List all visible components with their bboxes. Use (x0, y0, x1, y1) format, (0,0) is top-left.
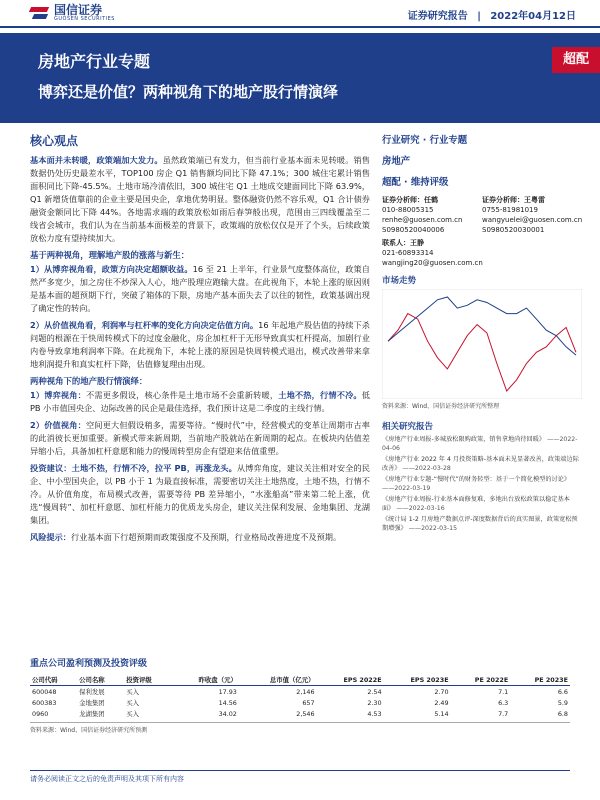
related-report-title: 《统计局 1-2 月房地产数据点评-深度数据背后的真实图景，政策宽松预期增强》 (382, 516, 578, 532)
game-evolution-bold: 土地不热，行情不冷。 (278, 390, 362, 400)
top-header (0, 0, 600, 28)
related-report-title: 《房地产行业周报-行业基本面修复难，多地出台放松政策以稳定基本面》 (382, 496, 570, 512)
table-cell: 5.9 (557, 698, 568, 707)
table-cell: 保利发展 (79, 688, 105, 696)
table-cell: 34.02 (218, 709, 237, 718)
analyst-license: S0980520040006 (382, 226, 445, 234)
table-cell: 2.54 (367, 687, 382, 696)
subhead-two-views: 基于两种视角，理解地产股的涨落与新生： (30, 250, 190, 260)
fundamentals-lead: 基本面并未转暖，政策端加大发力。 (30, 155, 163, 165)
related-report-item[interactable] (382, 515, 582, 533)
contact-role: 联系人：王静 (382, 239, 424, 247)
report-meta: 证券研究报告 | 2022年04月12日 (407, 11, 576, 22)
table-header-cell: 公司代码 (30, 674, 77, 686)
game-view-text: 16 至 21 上半年，行业景气度整体高位，政策自然严多宽少，加之房住不炒深入人心，地产股理应跑输大盘。在此视角下，本轮上涨的原因则是基本面的超预期下行，突破了箱体的下限，房地产基本面失去了以往的韧性，政策基调出现了确定性的转向。 (30, 264, 370, 313)
table-cell: 龙湖集团 (79, 710, 105, 718)
paragraph-risk (30, 531, 370, 544)
fundamentals-text: 虽然政策端已有发力，但当前行业基本面未见转暖。销售数据仍处历史最差水平，TOP100 房企 Q1 销售额均同比下降 47.1%；300 城住宅累计销售面积同比下降-45.5%。土地市场冷清依旧，300 城住宅 Q1 土地成交建面同比下降 63.9%，Q1 新增货值靠前的企业主要是国央企，拿地优势明显。整体融资仍然不容乐观，Q1 合计债券融资金额同比下降 44%。各地需求端的政策放松如雨后春笋般出现，范围由三四线覆盖至二线省会城市，我们认为在当前基本面极差的背景下，政策端的放松仅仅是开了个头，后续政策放松力度有望持续加大。 (30, 155, 370, 243)
value-evolution-lead: 2）价值视角： (30, 420, 86, 430)
contact-card (382, 238, 582, 268)
game-evolution-lead: 1）博弈视角： (30, 390, 87, 400)
forecast-table (30, 674, 570, 719)
table-cell: 2.49 (434, 698, 449, 707)
table-header-cell: EPS 2022E (317, 674, 384, 686)
analyst-role: 证券分析师：王粤雷 (482, 196, 545, 204)
related-report-date: ——2022-03-15 (406, 525, 458, 532)
table-cell: 6.6 (557, 687, 568, 696)
related-report-item[interactable] (382, 435, 582, 453)
report-category: 行业研究 · 行业专题 (382, 135, 468, 146)
table-cell: 600048 (32, 687, 57, 696)
related-report-date: ——2022-03-28 (400, 465, 451, 472)
table-cell: 6.8 (557, 709, 568, 718)
contact-phone: 021-60893314 (382, 249, 434, 257)
game-evolution-text1: 不需更多假设，核心条件是土地市场不会重新转暖， (86, 390, 279, 400)
title-banner (0, 33, 600, 123)
value-evolution-text: 空间更大但假设稍多，需要等待。“慢时代”中，经营模式的变革让周期市古率的此消彼长更加重要。新模式带来新周期，当前地产股就站在新周期的起点。在板块内估值差异缩小后，具备加杠杆意愿和能力的慢周转型房企有望迎来估值重塑。 (30, 420, 370, 456)
table-row (30, 708, 570, 719)
table-header-cell: PE 2023E (510, 674, 570, 686)
table-header-cell: EPS 2023E (384, 674, 451, 686)
analyst-grid (382, 195, 582, 235)
paragraph-value-evolution (30, 419, 370, 458)
analyst-email[interactable]: wangyuelei@guosen.com.cn (482, 216, 583, 224)
table-cell: 600383 (32, 698, 57, 707)
table-cell: 金地集团 (79, 699, 105, 707)
table-row (30, 697, 570, 708)
paragraph-game-view (30, 263, 370, 315)
table-cell: 6.3 (498, 698, 509, 707)
rating-badge: 超配 (552, 47, 600, 73)
analyst-phone: 010-88005315 (382, 206, 434, 214)
table-cell: 657 (302, 698, 315, 707)
sidebar (382, 132, 582, 535)
disclaimer-footer: 请务必阅读正文之后的免责声明及其项下所有内容 (30, 770, 570, 784)
logo-text: 国信证券 (54, 3, 103, 17)
table-body (30, 686, 570, 720)
forecast-table-section (30, 656, 570, 734)
paragraph-fundamentals (30, 154, 370, 245)
value-view-text: 16 年起地产股估值的持续下杀问题的根源在于快周转模式下的过度金融化，房企加杠杆于无形导致真实杠杆提高，加剧行业内卷导致拿地利润率下降。在此视角下，本轮上涨的原因是快周转模式退出，模式改善带来拿地利润提升和真实杠杆下降，估值修复理由出现。 (30, 320, 370, 369)
analyst-email[interactable]: renhe@guosen.com.cn (382, 216, 463, 224)
industry-rating: 超配 · 维持评级 (382, 177, 449, 188)
related-report-title: 《房地产行业专题-“慢时代”的财务转型：基于一个简化模型的讨论》 (382, 476, 571, 483)
table-cell: 7.7 (498, 709, 509, 718)
related-report-date: ——2022-03-19 (382, 485, 431, 492)
value-view-lead: 2）从价值视角看，利润率与杠杆率的变化方向决定估值方向。 (30, 320, 259, 330)
analyst-role: 证券分析师：任鹤 (382, 196, 438, 204)
market-trend-chart (382, 289, 582, 399)
paragraph-value-view (30, 319, 370, 371)
advice-text: 从博弈角度，建议关注相对安全的民企、中小型国央企，以 PB 小于 1 为最直接标准，需要密切关注土地热度，土地不热，行情不冷。从价值角度，布局模式改善，需要等待 PB 差异缩小，“水涨船高”带来第二轮上涨，优选“慢周转”、加杠杆意愿、加杠杆能力的优质龙头房企，建议关注保利发展、金地集团、龙湖集团。 (30, 463, 370, 525)
table-header-cell: 总市值（亿元） (239, 674, 317, 686)
table-source: 资料来源：Wind、国信证券经济研究所预测 (30, 722, 570, 734)
trend-chart-svg (382, 289, 582, 399)
risk-text: 行业基本面下行超预期而政策强度不及预期，行业格局改善进度不及预期。 (70, 532, 342, 542)
core-view-section (30, 132, 370, 548)
table-cell: 7.1 (498, 687, 509, 696)
table-cell: 0960 (32, 709, 49, 718)
related-title: 相关研究报告 (382, 422, 434, 432)
report-type: 证券研究报告 (407, 11, 468, 22)
table-cell: 4.53 (367, 709, 382, 718)
paragraph-game-evolution (30, 389, 370, 415)
table-header-cell: 公司名称 (77, 674, 124, 686)
table-header-row (30, 674, 570, 686)
chart-source: 资料来源：Wind、国信证券经济研究所整理 (382, 403, 500, 410)
related-report-title: 《房地产行业周报-多城放松限购政策，销售拿地尚待回暖》 (382, 436, 546, 443)
related-report-date: ——2022-04-06 (382, 436, 578, 452)
analyst-license: S0980520030001 (482, 226, 545, 234)
logo-subtext: GUOSEN SECURITIES (54, 16, 115, 22)
report-subtitle: 博弈还是价值？两种视角下的地产股行情演绎 (38, 83, 339, 101)
analyst-phone: 0755-81981019 (482, 206, 538, 214)
table-cell: 17.93 (218, 687, 237, 696)
report-date: 2022年04月12日 (490, 11, 576, 22)
analyst-card (382, 195, 482, 235)
table-cell: 2.30 (367, 698, 382, 707)
table-cell: 14.56 (218, 698, 237, 707)
table-cell: 买入 (126, 688, 140, 696)
table-cell: 2,546 (296, 709, 315, 718)
table-header-cell: PE 2022E (451, 674, 511, 686)
game-view-lead: 1）从博弈视角看，政策方向决定超额收益。 (30, 264, 193, 274)
industry-name: 房地产 (382, 156, 411, 167)
chart-title: 市场走势 (382, 276, 417, 286)
game-evolution-text2: 低 PB 小市值国央企、边际改善的民企是最佳选择，我们预计这是二季度的主线行情。 (30, 390, 370, 413)
table-cell: 买入 (126, 710, 140, 718)
table-cell: 2.70 (434, 687, 449, 696)
related-list (382, 435, 582, 533)
table-cell: 买入 (126, 699, 140, 707)
related-report-item[interactable] (382, 455, 582, 473)
related-report-date: ——2022-03-16 (394, 505, 445, 512)
table-header-cell: 投资评级 (124, 674, 171, 686)
table-row (30, 686, 570, 698)
related-report-title: 《房地产行业 2022 年 4 月投资策略-基本面未见显著改善，政策端边际改善》 (382, 456, 579, 472)
brand-logo (30, 4, 115, 22)
risk-lead: 风险提示： (30, 532, 71, 542)
contact-email[interactable]: wangjing20@guosen.com.cn (382, 259, 483, 267)
table-cell: 2,146 (296, 687, 315, 696)
table-header-cell: 昨收盘（元） (171, 674, 239, 686)
report-title: 房地产行业专题 (38, 52, 151, 71)
subhead-market-evolution: 两种视角下的地产股行情演绎： (30, 376, 148, 386)
analyst-card (482, 195, 582, 235)
table-cell: 5.14 (434, 709, 449, 718)
core-view-title: 核心观点 (30, 134, 79, 148)
table-title: 重点公司盈利预测及投资评级 (30, 659, 148, 669)
advice-lead: 投资建议：土地不热，行情不冷，拉平 PB，再涨龙头。 (30, 463, 237, 473)
related-report-item[interactable] (382, 475, 582, 493)
related-report-item[interactable] (382, 495, 582, 513)
paragraph-investment-advice (30, 462, 370, 527)
logo-icon (30, 5, 50, 21)
